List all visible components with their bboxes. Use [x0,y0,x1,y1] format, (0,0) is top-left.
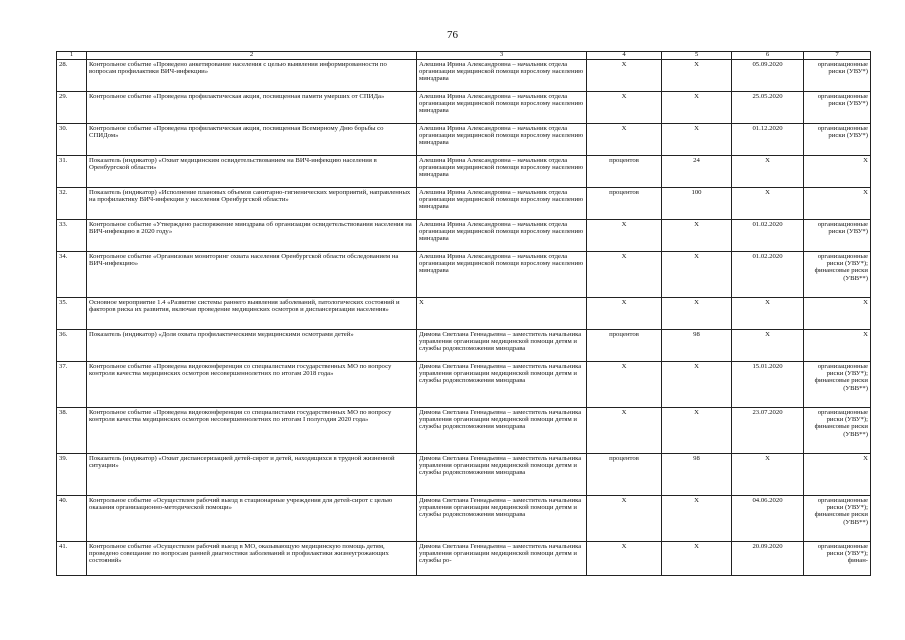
table-row [57,123,871,155]
row-value: Х [662,251,732,297]
row-date: 04.06.2020 [732,495,804,541]
row-value: Х [662,361,732,407]
table-row [57,361,871,407]
row-value: Х [662,541,732,575]
row-unit: Х [587,495,662,541]
row-description: Показатель (индикатор) «Доля охвата профилактическими медицинскими осмотрами детей» [87,329,417,361]
row-date: 05.09.2020 [732,59,804,91]
row-unit: Х [587,541,662,575]
row-description: Показатель (индикатор) «Охват диспансеризацией детей-сирот и детей, находящихся в трудной жизненной ситуации» [87,453,417,495]
header-row [57,52,871,60]
row-description: Контрольное событие «Осуществлен рабочий выезд в стационарные учреждения для детей-сирот с целью оказания организационно-методической помощи» [87,495,417,541]
table-row [57,251,871,297]
row-date: 01.02.2020 [732,251,804,297]
row-risk: Х [804,453,871,495]
row-date: Х [732,297,804,329]
table-row [57,407,871,453]
row-description: Показатель (индикатор) «Охват медицинским освидетельствованием на ВИЧ-инфекцию населения в Оренбургской области» [87,155,417,187]
row-responsible: Х [417,297,587,329]
row-date: 01.12.2020 [732,123,804,155]
row-unit: Х [587,297,662,329]
row-responsible: Димова Светлана Геннадьевна – заместитель начальника управления организации медицинской помощи детям и службы родовспоможения минздрава [417,453,587,495]
row-responsible: Алешина Ирина Александровна – начальник отдела организации медицинской помощи взрослому населению минздрава [417,91,587,123]
row-responsible: Димова Светлана Геннадьевна – заместитель начальника управления организации медицинской помощи детям и службы родовспоможения минздрава [417,495,587,541]
row-value: Х [662,495,732,541]
row-number: 40. [57,495,87,541]
row-number: 34. [57,251,87,297]
row-description: Контрольное событие «Проведена видеоконференция со специалистами государственных МО по вопросу контроля качества медицинских осмотров несовершеннолетних по итогам 2018 года» [87,361,417,407]
row-responsible: Димова Светлана Геннадьевна – заместитель начальника управления организации медицинской помощи детям и службы родовспоможения минздрава [417,329,587,361]
row-risk: Х [804,329,871,361]
row-description: Показатель (индикатор) «Исполнение плановых объемов санитарно-гигиенических мероприятий, направленных на профилактику ВИЧ-инфекции у населения Оренбургской области» [87,187,417,219]
row-number: 33. [57,219,87,251]
header-cell: 6 [732,52,804,60]
row-value: Х [662,219,732,251]
row-number: 28. [57,59,87,91]
row-date: 15.01.2020 [732,361,804,407]
row-risk: организационные риски (УВУ*); финансовые риски (УВВ**) [804,251,871,297]
document-table [56,51,871,576]
row-unit: Х [587,407,662,453]
row-date: Х [732,453,804,495]
row-value: Х [662,123,732,155]
row-risk: организационные риски (УВУ*) [804,91,871,123]
row-value: Х [662,297,732,329]
table-row [57,91,871,123]
row-description: Контрольное событие «Проведена видеоконференция со специалистами государственных МО по вопросу контроля качества медицинских осмотров несовершеннолетних по итогам I полугодия 2020 года» [87,407,417,453]
row-number: 35. [57,297,87,329]
row-date: Х [732,187,804,219]
row-risk: организационные риски (УВУ*); финан- [804,541,871,575]
row-risk: Х [804,155,871,187]
row-unit: Х [587,251,662,297]
row-unit: Х [587,123,662,155]
row-number: 32. [57,187,87,219]
row-risk: организационные риски (УВУ*) [804,123,871,155]
row-responsible: Алешина Ирина Александровна – начальник отдела организации медицинской помощи взрослому населению минздрава [417,219,587,251]
row-value: 98 [662,453,732,495]
row-unit: Х [587,361,662,407]
row-responsible: Алешина Ирина Александровна – начальник отдела организации медицинской помощи взрослому населению минздрава [417,123,587,155]
row-responsible: Алешина Ирина Александровна – начальник отдела организации медицинской помощи взрослому населению минздрава [417,251,587,297]
row-risk: Х [804,187,871,219]
row-value: Х [662,407,732,453]
row-value: 98 [662,329,732,361]
row-description: Контрольное событие «Проведена профилактическая акция, посвященная Всемирному Дню борьбы со СПИДом» [87,123,417,155]
row-risk: организационные риски (УВУ*); финансовые риски (УВВ**) [804,495,871,541]
header-cell: 4 [587,52,662,60]
row-value: Х [662,59,732,91]
row-responsible: Алешина Ирина Александровна – начальник отдела организации медицинской помощи взрослому населению минздрава [417,59,587,91]
row-description: Контрольное событие «Организован мониторинг охвата населения Оренбургской области обследованием на ВИЧ-инфекцию» [87,251,417,297]
row-responsible: Алешина Ирина Александровна – начальник отдела организации медицинской помощи взрослому населению минздрава [417,155,587,187]
row-risk: организационные риски (УВУ*); финансовые риски (УВВ**) [804,361,871,407]
row-number: 30. [57,123,87,155]
table-row [57,297,871,329]
row-description: Контрольное событие «Проведена профилактическая акция, посвященная памяти умерших от СПИДа» [87,91,417,123]
table-row [57,329,871,361]
table-row [57,453,871,495]
row-unit: процентов [587,453,662,495]
row-number: 31. [57,155,87,187]
header-cell: 3 [417,52,587,60]
row-unit: процентов [587,187,662,219]
row-date: 25.05.2020 [732,91,804,123]
row-unit: процентов [587,155,662,187]
row-description: Основное мероприятие 1.4 «Развитие системы раннего выявления заболеваний, патологических состояний и факторов риска их развития, включая проведение медицинских осмотров и диспансеризации населения» [87,297,417,329]
page-number: 76 [447,29,458,41]
row-value: 100 [662,187,732,219]
header-cell: 2 [87,52,417,60]
table-row [57,495,871,541]
row-unit: процентов [587,329,662,361]
row-number: 38. [57,407,87,453]
row-responsible: Димова Светлана Геннадьевна – заместитель начальника управления организации медицинской помощи детям и службы ро- [417,541,587,575]
row-number: 39. [57,453,87,495]
row-value: 24 [662,155,732,187]
row-description: Контрольное событие «Осуществлен рабочий выезд в МО, оказывающую медицинскую помощь детям, проведено совещание по вопросам ранней диагностики заболеваний и профилактики жизнеугрожающих состояний» [87,541,417,575]
row-date: Х [732,155,804,187]
table-row [57,59,871,91]
row-description: Контрольное событие «Утверждено распоряжение минздрава об организации освидетельствования населения на ВИЧ-инфекцию в 2020 году» [87,219,417,251]
row-risk: организационные риски (УВУ*) [804,219,871,251]
row-number: 29. [57,91,87,123]
header-cell: 1 [57,52,87,60]
row-date: 23.07.2020 [732,407,804,453]
header-cell: 7 [804,52,871,60]
row-value: Х [662,91,732,123]
row-responsible: Димова Светлана Геннадьевна – заместитель начальника управления организации медицинской помощи детям и службы родовспоможения минздрава [417,361,587,407]
row-unit: Х [587,59,662,91]
row-date: Х [732,329,804,361]
table-row [57,155,871,187]
row-responsible: Димова Светлана Геннадьевна – заместитель начальника управления организации медицинской помощи детям и службы родовспоможения минздрава [417,407,587,453]
row-risk: Х [804,297,871,329]
row-number: 41. [57,541,87,575]
row-unit: Х [587,91,662,123]
table-row [57,187,871,219]
row-risk: организационные риски (УВУ*) [804,59,871,91]
row-description: Контрольное событие «Проведено анкетирование населения с целью выявления информированности по вопросам профилактики ВИЧ-инфекции» [87,59,417,91]
row-risk: организационные риски (УВУ*); финансовые риски (УВВ**) [804,407,871,453]
row-number: 37. [57,361,87,407]
row-number: 36. [57,329,87,361]
row-responsible: Алешина Ирина Александровна – начальник отдела организации медицинской помощи взрослому населению минздрава [417,187,587,219]
header-cell: 5 [662,52,732,60]
table-row [57,219,871,251]
row-date: 01.02.2020 [732,219,804,251]
table-row [57,541,871,575]
row-unit: Х [587,219,662,251]
row-date: 20.09.2020 [732,541,804,575]
